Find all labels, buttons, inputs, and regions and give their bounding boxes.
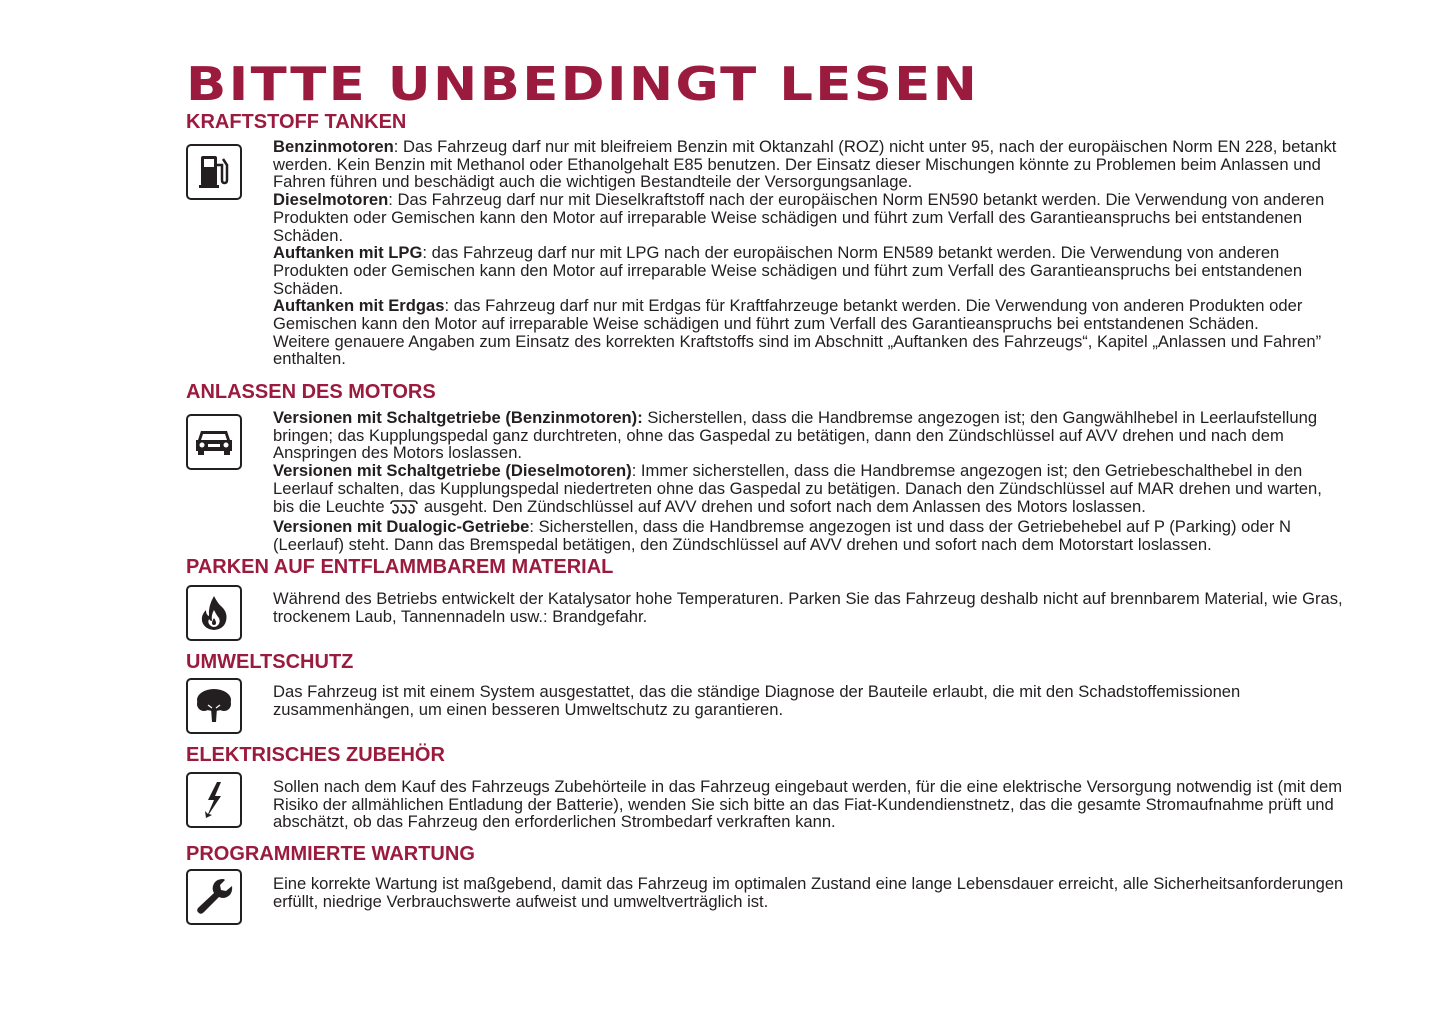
start-text [273, 409, 1345, 554]
page-title: BITTE UNBEDINGT LESEN [186, 57, 980, 111]
parking-text [273, 590, 1345, 625]
tree-icon [186, 678, 242, 734]
text-diesel: : Das Fahrzeug darf nur mit Dieselkraftstoff nach der europäischen Norm EN590 betankt werden. Die Verwendung von anderen Produkten oder Gemischen kann den Motor auf irreparable Weise schädigen und führt zum Verfall des Garantieanspruchs bei entstandenen Schäden. [273, 190, 1325, 245]
section-heading-parking: PARKEN AUF ENTFLAMMBAREM MATERIAL [186, 556, 614, 578]
fuel-text [273, 138, 1345, 368]
paragraph-fuel-note: Weitere genauere Angaben zum Einsatz des korrekten Kraftstoffs sind im Abschnitt „Auftanken des Fahrzeugs“, Kapitel „Anlassen und Fahren” enthalten. [273, 331, 1322, 369]
paragraph-dualogic [273, 518, 1345, 553]
section-heading-maintenance: PROGRAMMIERTE WARTUNG [186, 843, 475, 865]
label-lpg: Auftanken mit LPG [273, 243, 423, 263]
maintenance-text [273, 875, 1345, 910]
label-dualogic: Versionen mit Dualogic-Getriebe [273, 517, 530, 537]
paragraph-diesel [273, 191, 1345, 244]
section-heading-electrical: ELEKTRISCHES ZUBEHÖR [186, 744, 445, 766]
flame-icon [186, 585, 242, 641]
paragraph-parking: Während des Betriebs entwickelt der Katalysator hohe Temperaturen. Parken Sie das Fahrzeug deshalb nicht auf brennbarem Material, wie Gras, trockenem Laub, Tannennadeln usw.: Brandgefahr. [273, 589, 1343, 626]
paragraph-electrical: Sollen nach dem Kauf des Fahrzeugs Zubehörteile in das Fahrzeug eingebaut werden, für die eine elektrische Versorgung notwendig ist (mit dem Risiko der allmählichen Entladung der Batterie), wenden Sie sich bitte an das Fiat-Kundendienstnetz, das die gesamte Stromaufnahme prüft und abschätzt, ob das Fahrzeug den erforderlichen Strombedarf verkraften kann. [273, 777, 1343, 832]
paragraph-cng [273, 297, 1345, 332]
paragraph-environment: Das Fahrzeug ist mit einem System ausgestattet, das die ständige Diagnose der Bauteile erlaubt, die mit den Schadstoffemissionen zusammenhängen, um einen besseren Umweltschutz zu garantieren. [273, 682, 1241, 719]
glow-plug-icon [389, 500, 419, 519]
text-lpg: : das Fahrzeug darf nur mit LPG nach der europäischen Norm EN589 betankt werden. Die Verwendung von anderen Produkten oder Gemischen kann den Motor auf irreparable Weise schädigen und führt zum Verfall des Garantieanspruchs bei entstandenen Schäden. [273, 243, 1303, 298]
label-cng: Auftanken mit Erdgas [273, 296, 445, 316]
lightning-icon [186, 772, 242, 828]
paragraph-petrol [273, 138, 1345, 191]
environment-text [273, 683, 1345, 718]
car-front-icon [186, 414, 242, 470]
label-petrol: Benzinmotoren [273, 137, 394, 156]
text-manual-petrol: Sicherstellen, dass die Handbremse angezogen ist; den Gangwählhebel in Leerlaufstellung bringen; das Kupplungspedal ganz durchtreten, ohne das Gaspedal zu betätigen, dann den Zündschlüssel auf AVV drehen und nach dem Anspringen des Motors loslassen. [273, 408, 1318, 463]
paragraph-lpg [273, 244, 1345, 297]
section-heading-fuel: KRAFTSTOFF TANKEN [186, 111, 407, 133]
section-heading-environment: UMWELTSCHUTZ [186, 651, 354, 673]
text-manual-diesel-a: : Immer sicherstellen, dass die Handbremse angezogen ist; den Getriebeschalthebel in den Leerlauf schalten, das Kupplungspedal niedertreten ohne das Gaspedal zu betätigen. Danach den Zündschlüssel auf MAR drehen und warten, bis die Leuchte [273, 461, 1322, 516]
section-heading-start: ANLASSEN DES MOTORS [186, 381, 436, 403]
electrical-text [273, 778, 1345, 831]
text-dualogic: : Sicherstellen, dass die Handbremse angezogen ist und dass der Getriebehebel auf P (Parking) oder N (Leerlauf) steht. Dann das Bremspedal betätigen, den Zündschlüssel auf AVV drehen und sofort nach dem Motorstart loslassen. [273, 517, 1291, 554]
wrench-icon [186, 869, 242, 925]
label-manual-petrol: Versionen mit Schaltgetriebe (Benzinmotoren): [273, 408, 643, 427]
text-manual-diesel-b: ausgeht. Den Zündschlüssel auf AVV drehen und sofort nach dem Anlassen des Motors loslassen. [419, 496, 1146, 516]
text-cng: : das Fahrzeug darf nur mit Erdgas für Kraftfahrzeuge betankt werden. Die Verwendung von anderen Produkten oder Gemischen kann den Motor auf irreparable Weise schädigen und führt zum Verfall des Garantieanspruchs bei entstandenen Schäden. [273, 296, 1303, 334]
paragraph-maintenance: Eine korrekte Wartung ist maßgebend, damit das Fahrzeug im optimalen Zustand eine lange Lebensdauer erreicht, alle Sicherheitsanforderungen erfüllt, niedrige Verbrauchswerte aufweist und umweltverträglich ist. [273, 874, 1344, 911]
label-manual-diesel: Versionen mit Schaltgetriebe (Dieselmotoren) [273, 461, 632, 481]
label-diesel: Dieselmotoren [273, 190, 389, 210]
text-petrol: : Das Fahrzeug darf nur mit bleifreiem Benzin mit Oktanzahl (ROZ) nicht unter 95, nach der europäischen Norm EN 228, betankt werden. Kein Benzin mit Methanol oder Ethanolgehalt E85 benutzen. Der Einsatz dieser Mischungen könnte zu Problemen beim Anlassen und Fahren führen und beschädigt auch die wichtigen Bestandteile der Versorgungsanlage. [273, 137, 1337, 192]
fuel-pump-icon [186, 144, 242, 200]
paragraph-manual-diesel [273, 462, 1345, 518]
paragraph-manual-petrol [273, 409, 1345, 462]
